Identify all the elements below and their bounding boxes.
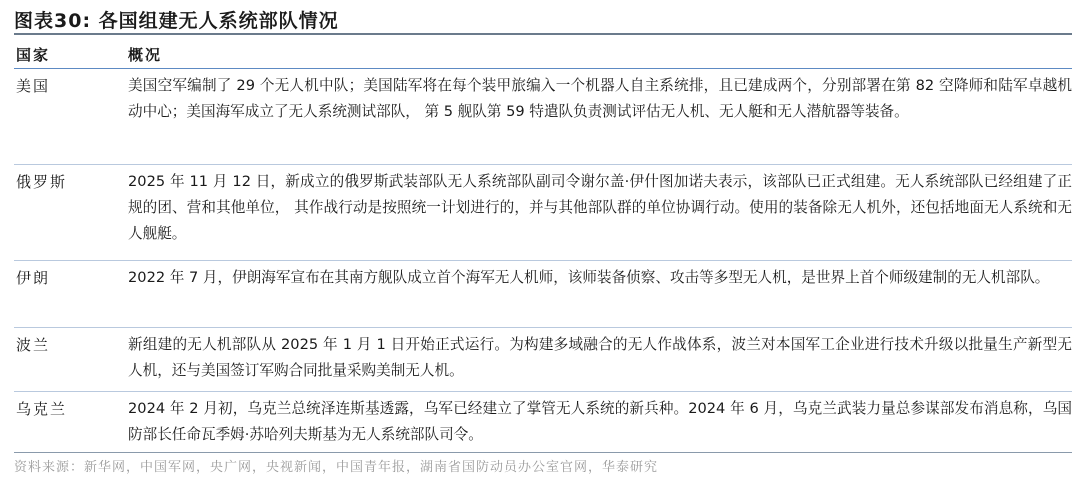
- header-overview: 概况: [128, 46, 163, 64]
- row-country: 波兰: [16, 336, 51, 354]
- row-description: 2022 年 7 月，伊朗海军宣布在其南方舰队成立首个海军无人机师，该师装备侦察、攻击等多型无人机，是世界上首个师级建制的无人机部队。: [128, 269, 1050, 286]
- table-row: [14, 69, 1072, 165]
- row-country: 伊朗: [16, 269, 51, 287]
- table-row: [14, 165, 1072, 261]
- table-header: [14, 41, 1072, 69]
- row-country: 俄罗斯: [16, 173, 68, 191]
- row-description: 新组建的无人机部队从 2025 年 1 月 1 日开始正式运行。为构建多域融合的无人作战体系，波兰对本国军工企业进行技术升级以批量生产新型无人机，还与美国签订军购合同批量采购美制无人机。: [128, 336, 1072, 379]
- figure-title: 图表30: 各国组建无人系统部队情况: [14, 9, 339, 32]
- row-country: 乌克兰: [16, 400, 68, 418]
- header-country: 国家: [16, 46, 51, 64]
- table-row: [14, 392, 1072, 453]
- row-description: 2024 年 2 月初，乌克兰总统泽连斯基透露，乌军已经建立了掌管无人系统的新兵种。2024 年 6 月，乌克兰武装力量总参谋部发布消息称，乌国防部长任命瓦季姆·苏哈列夫斯基为无人系统部队司令。: [128, 400, 1072, 443]
- table-row: [14, 261, 1072, 328]
- row-description: 美国空军编制了 29 个无人机中队；美国陆军将在每个装甲旅编入一个机器人自主系统排，且已建成两个，分别部署在第 82 空降师和陆军卓越机动中心；美国海军成立了无人系统测试部队， 第 5 舰队第 59 特遣队负责测试评估无人机、无人艇和无人潜航器等装备。: [128, 77, 1072, 120]
- figure-title-bar: [14, 5, 1072, 35]
- row-country: 美国: [16, 77, 51, 95]
- source-note: 资料来源：新华网，中国军网，央广网，央视新闻，中国青年报，湖南省国防动员办公室官网，华泰研究: [14, 460, 659, 475]
- table-row: [14, 328, 1072, 392]
- row-description: 2025 年 11 月 12 日，新成立的俄罗斯武装部队无人系统部队副司令谢尔盖·伊什图加诺夫表示，该部队已正式组建。无人系统部队已经组建了正规的团、营和其他单位， 其作战行动是按照统一计划进行的，并与其他部队群的单位协调行动。使用的装备除无人机外，还包括地面无人系统和无人舰艇。: [128, 173, 1072, 242]
